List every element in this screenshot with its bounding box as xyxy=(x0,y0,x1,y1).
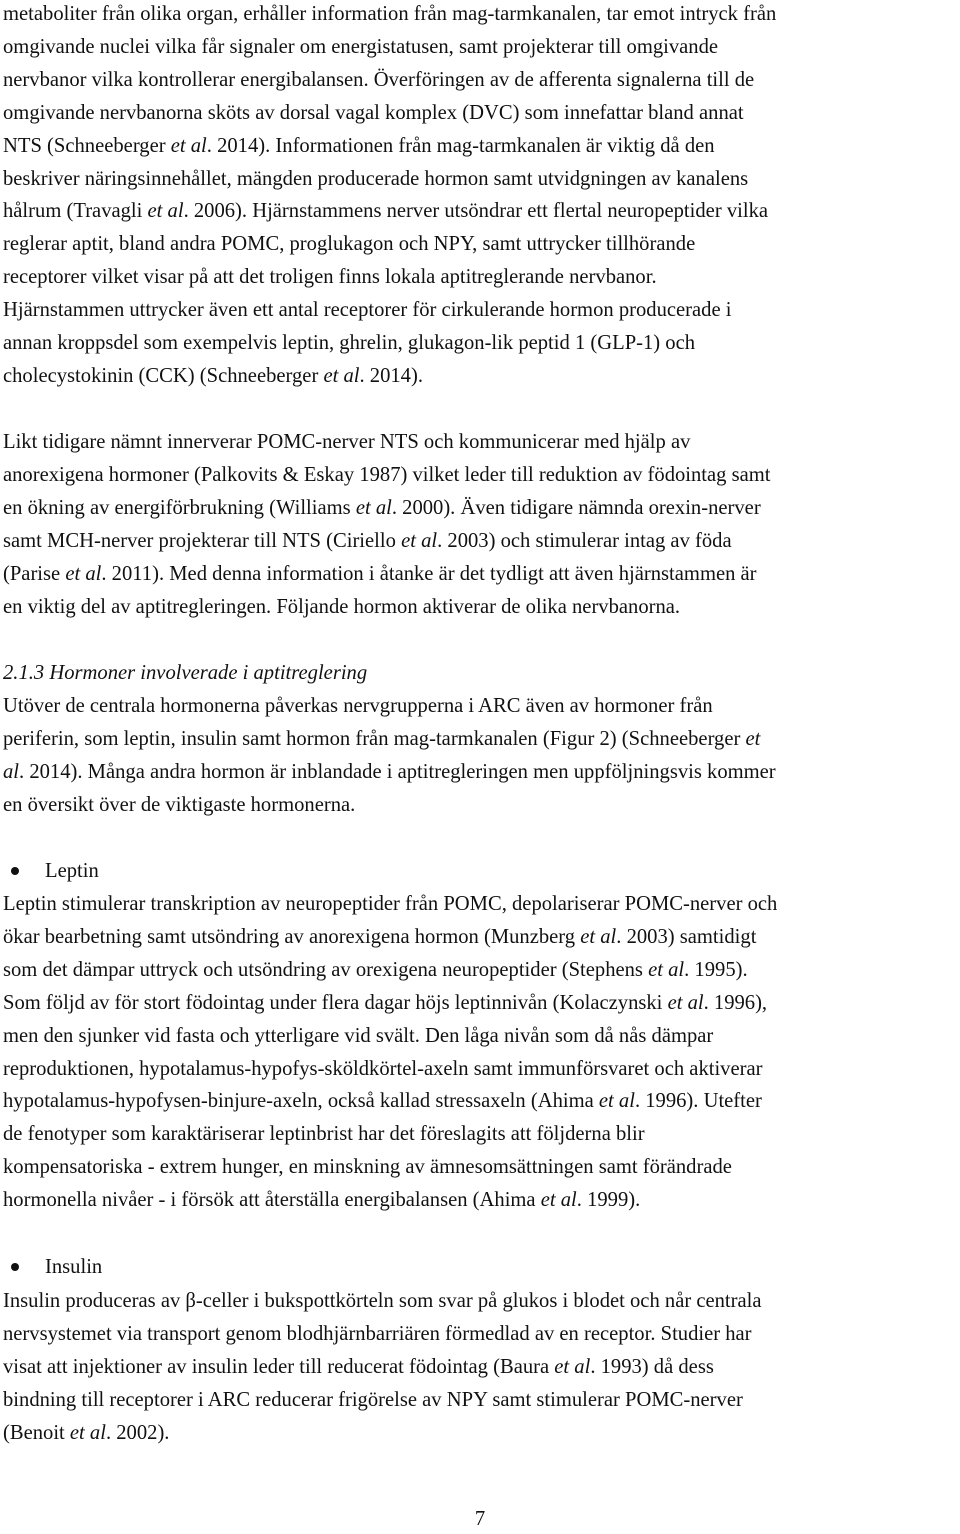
text-line: men den sjunker vid fasta och ytterligare vid svält. Den låga nivån som då nås dämpar xyxy=(3,1024,714,1047)
text-line: Som följd av för stort födointag under flera dagar höjs leptinnivån (Kolaczynski et al. 1996), xyxy=(3,991,768,1014)
text-line: receptorer vilket visar på att det troligen finns lokala aptitreglerande nervbanor. xyxy=(3,266,657,289)
text-line: en viktig del av aptitregleringen. Följande hormon aktiverar de olika nervbanorna. xyxy=(3,595,681,618)
page-number: 7 xyxy=(474,1508,486,1530)
text-line: samt MCH-nerver projekterar till NTS (Ciriello et al. 2003) och stimulerar intag av föda xyxy=(3,529,732,552)
paragraph-brainstem-signals xyxy=(3,0,776,393)
paragraph-peripheral-hormones xyxy=(3,690,776,822)
text-line: annan kroppsdel som exempelvis leptin, ghrelin, glukagon-lik peptid 1 (GLP-1) och xyxy=(3,332,696,355)
text-line: metaboliter från olika organ, erhåller information från mag-tarmkanalen, tar emot intryck från xyxy=(3,3,777,25)
text-line: bindning till receptorer i ARC reducerar frigörelse av NPY samt stimulerar POMC-nerver xyxy=(3,1388,743,1411)
text-line: Likt tidigare nämnt innerverar POMC-nerver NTS och kommunicerar med hjälp av xyxy=(3,431,691,453)
text-line: hålrum (Travagli et al. 2006). Hjärnstammens nerver utsöndrar ett flertal neuropeptider vilka xyxy=(3,200,769,223)
paragraph-pomc-nts xyxy=(3,426,771,623)
text-line: NTS (Schneeberger et al. 2014). Informationen från mag-tarmkanalen är viktig då den xyxy=(3,134,715,157)
text-line: nervsystemet via transport genom blodhjärnbarriären förmedlad av en receptor. Studier har xyxy=(3,1322,752,1345)
bullet-label: Leptin xyxy=(45,860,99,882)
text-line: Hjärnstammen uttrycker även ett antal receptorer för cirkulerande hormon producerade i xyxy=(3,299,732,322)
text-line: omgivande nuclei vilka får signaler om energistatusen, samt projekterar till omgivande xyxy=(3,35,719,58)
text-line: (Parise et al. 2011). Med denna information i åtanke är det tydligt att även hjärnstammen är xyxy=(3,562,757,585)
text-line: som det dämpar uttryck och utsöndring av orexigena neuropeptider (Stephens et al. 1995). xyxy=(3,958,748,981)
bullet-item-leptin xyxy=(3,855,99,888)
text-line: kompensatoriska - extrem hunger, en minskning av ämnesomsättningen samt förändrade xyxy=(3,1156,732,1179)
text-line: de fenotyper som karaktäriserar leptinbrist har det föreslagits att följderna blir xyxy=(3,1123,645,1146)
text-line: ökar bearbetning samt utsöndring av anorexigena hormon (Munzberg et al. 2003) samtidigt xyxy=(3,925,757,948)
section-heading: 2.1.3 Hormoner involverade i aptitreglering xyxy=(3,662,368,684)
text-line: en översikt över de viktigaste hormonerna. xyxy=(3,793,356,816)
text-line: reglerar aptit, bland andra POMC, proglukagon och NPY, samt uttrycker tillhörande xyxy=(3,233,696,256)
bullet-label: Insulin xyxy=(45,1256,103,1278)
bullet-icon xyxy=(11,867,19,875)
text-line: al. 2014). Många andra hormon är inblandade i aptitregleringen men uppföljningsvis kommer xyxy=(3,760,776,783)
text-line: beskriver näringsinnehållet, mängden producerade hormon samt utvidgningen av kanalens xyxy=(3,167,749,190)
text-line: reproduktionen, hypotalamus-hypofys-sköldkörtel-axeln samt immunförsvaret och aktiverar xyxy=(3,1057,763,1080)
text-line: nervbanor vilka kontrollerar energibalansen. Överföringen av de afferenta signalerna till de xyxy=(3,68,755,91)
text-line: en ökning av energiförbrukning (Williams et al. 2000). Även tidigare nämnda orexin-nerver xyxy=(3,496,761,519)
text-line: omgivande nervbanorna sköts av dorsal vagal komplex (DVC) som innefattar bland annat xyxy=(3,101,744,124)
paragraph-insulin xyxy=(3,1285,762,1450)
text-line: Insulin produceras av β-celler i bukspottkörteln som svar på glukos i blodet och når centrala xyxy=(3,1290,762,1312)
paragraph-leptin xyxy=(3,888,777,1217)
text-line: Utöver de centrala hormonerna påverkas nervgrupperna i ARC även av hormoner från xyxy=(3,695,713,717)
text-line: periferin, som leptin, insulin samt hormon från mag-tarmkanalen (Figur 2) (Schneeberger et xyxy=(3,727,761,750)
text-line: hypotalamus-hypofysen-binjure-axeln, också kallad stressaxeln (Ahima et al. 1996). Utefter xyxy=(3,1090,762,1113)
text-line: anorexigena hormoner (Palkovits & Eskay 1987) vilket leder till reduktion av födointag samt xyxy=(3,463,771,486)
text-line: visat att injektioner av insulin leder till reducerat födointag (Baura et al. 1993) då dess xyxy=(3,1355,714,1378)
text-line: cholecystokinin (CCK) (Schneeberger et al. 2014). xyxy=(3,364,423,387)
bullet-icon xyxy=(11,1263,19,1271)
bullet-item-insulin xyxy=(3,1251,102,1284)
text-line: (Benoit et al. 2002). xyxy=(3,1421,170,1444)
text-line: Leptin stimulerar transkription av neuropeptider från POMC, depolariserar POMC-nerver och xyxy=(3,893,778,915)
text-line: hormonella nivåer - i försök att återställa energibalansen (Ahima et al. 1999). xyxy=(3,1189,641,1212)
